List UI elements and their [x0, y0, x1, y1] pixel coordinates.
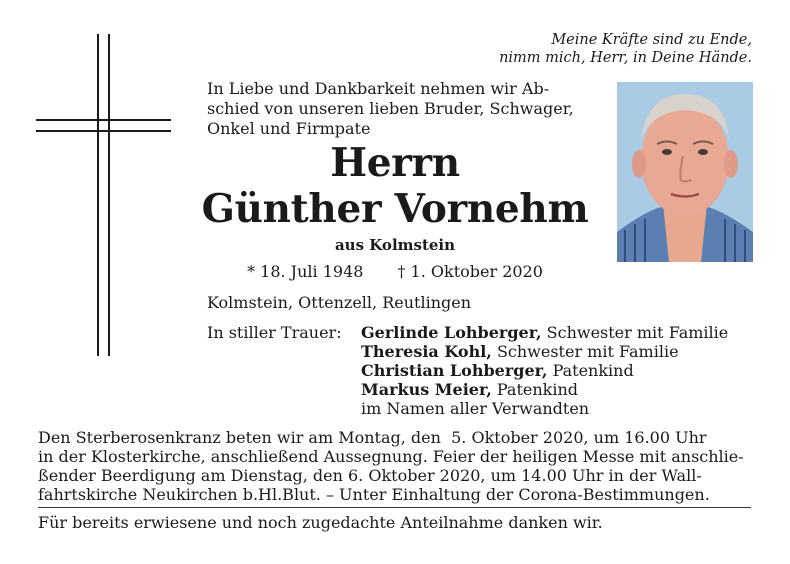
mourner-row — [361, 323, 761, 342]
verse-line: Meine Kräfte sind zu Ende, — [551, 32, 752, 48]
mourner-name: Christian Lohberger, — [361, 361, 548, 380]
origin: aus Kolmstein — [334, 236, 456, 254]
places: Kolmstein, Ottenzell, Reutlingen — [207, 293, 472, 312]
cross-icon — [36, 34, 171, 356]
mourner-relation: Schwester mit Familie — [491, 342, 679, 361]
mourner-relation: Patenkind — [491, 380, 579, 399]
service-notice — [38, 428, 751, 504]
life-dates — [180, 262, 610, 282]
verse — [422, 31, 752, 67]
death-date: † 1. Oktober 2020 — [397, 262, 543, 281]
mourner-row — [361, 380, 761, 399]
mourner-name: Markus Meier, — [361, 380, 492, 399]
notice-line: ßender Beerdigung am Dienstag, den 6. Oktober 2020, um 14.00 Uhr in der Wall- — [38, 466, 702, 485]
notice-line: Den Sterberosenkranz beten wir am Montag, den 5. Oktober 2020, um 16.00 Uhr — [38, 428, 707, 447]
notice-line: fahrtskirche Neukirchen b.Hl.Blut. – Unter Einhaltung der Corona-Bestimmungen. — [38, 485, 710, 504]
mourner-relation: Patenkind — [547, 361, 634, 380]
intro-line: Onkel und Firmpate — [207, 119, 371, 138]
intro-line: schied von unseren lieben Bruder, Schwager, — [207, 99, 574, 118]
mourner-relation: Schwester mit Familie — [541, 323, 729, 342]
intro-text — [207, 79, 602, 139]
mourners-list — [361, 323, 761, 418]
birth-date: * 18. Juli 1948 — [247, 262, 364, 281]
mourner-name: Theresia Kohl, — [361, 342, 492, 361]
mourning-label: In stiller Trauer: — [207, 323, 342, 342]
notice-line: in der Klosterkirche, anschließend Aussegnung. Feier der heiligen Messe mit anschlie- — [38, 447, 744, 466]
portrait-photo — [617, 82, 753, 262]
intro-line: In Liebe und Dankbarkeit nehmen wir Ab- — [207, 79, 550, 98]
salutation: Herrn — [330, 140, 460, 186]
deceased-name: Günther Vornehm — [201, 186, 589, 232]
mourner-row — [361, 361, 761, 380]
verse-line: nimm mich, Herr, in Deine Hände. — [499, 50, 752, 66]
mourner-name: Gerlinde Lohberger, — [361, 323, 542, 342]
thanks-text: Für bereits erwiesene und noch zugedachte Anteilnahme danken wir. — [38, 513, 603, 532]
divider — [38, 507, 751, 508]
deceased-name-block — [180, 140, 610, 232]
mourner-row — [361, 342, 761, 361]
mourning-closing: im Namen aller Verwandten — [361, 399, 590, 418]
